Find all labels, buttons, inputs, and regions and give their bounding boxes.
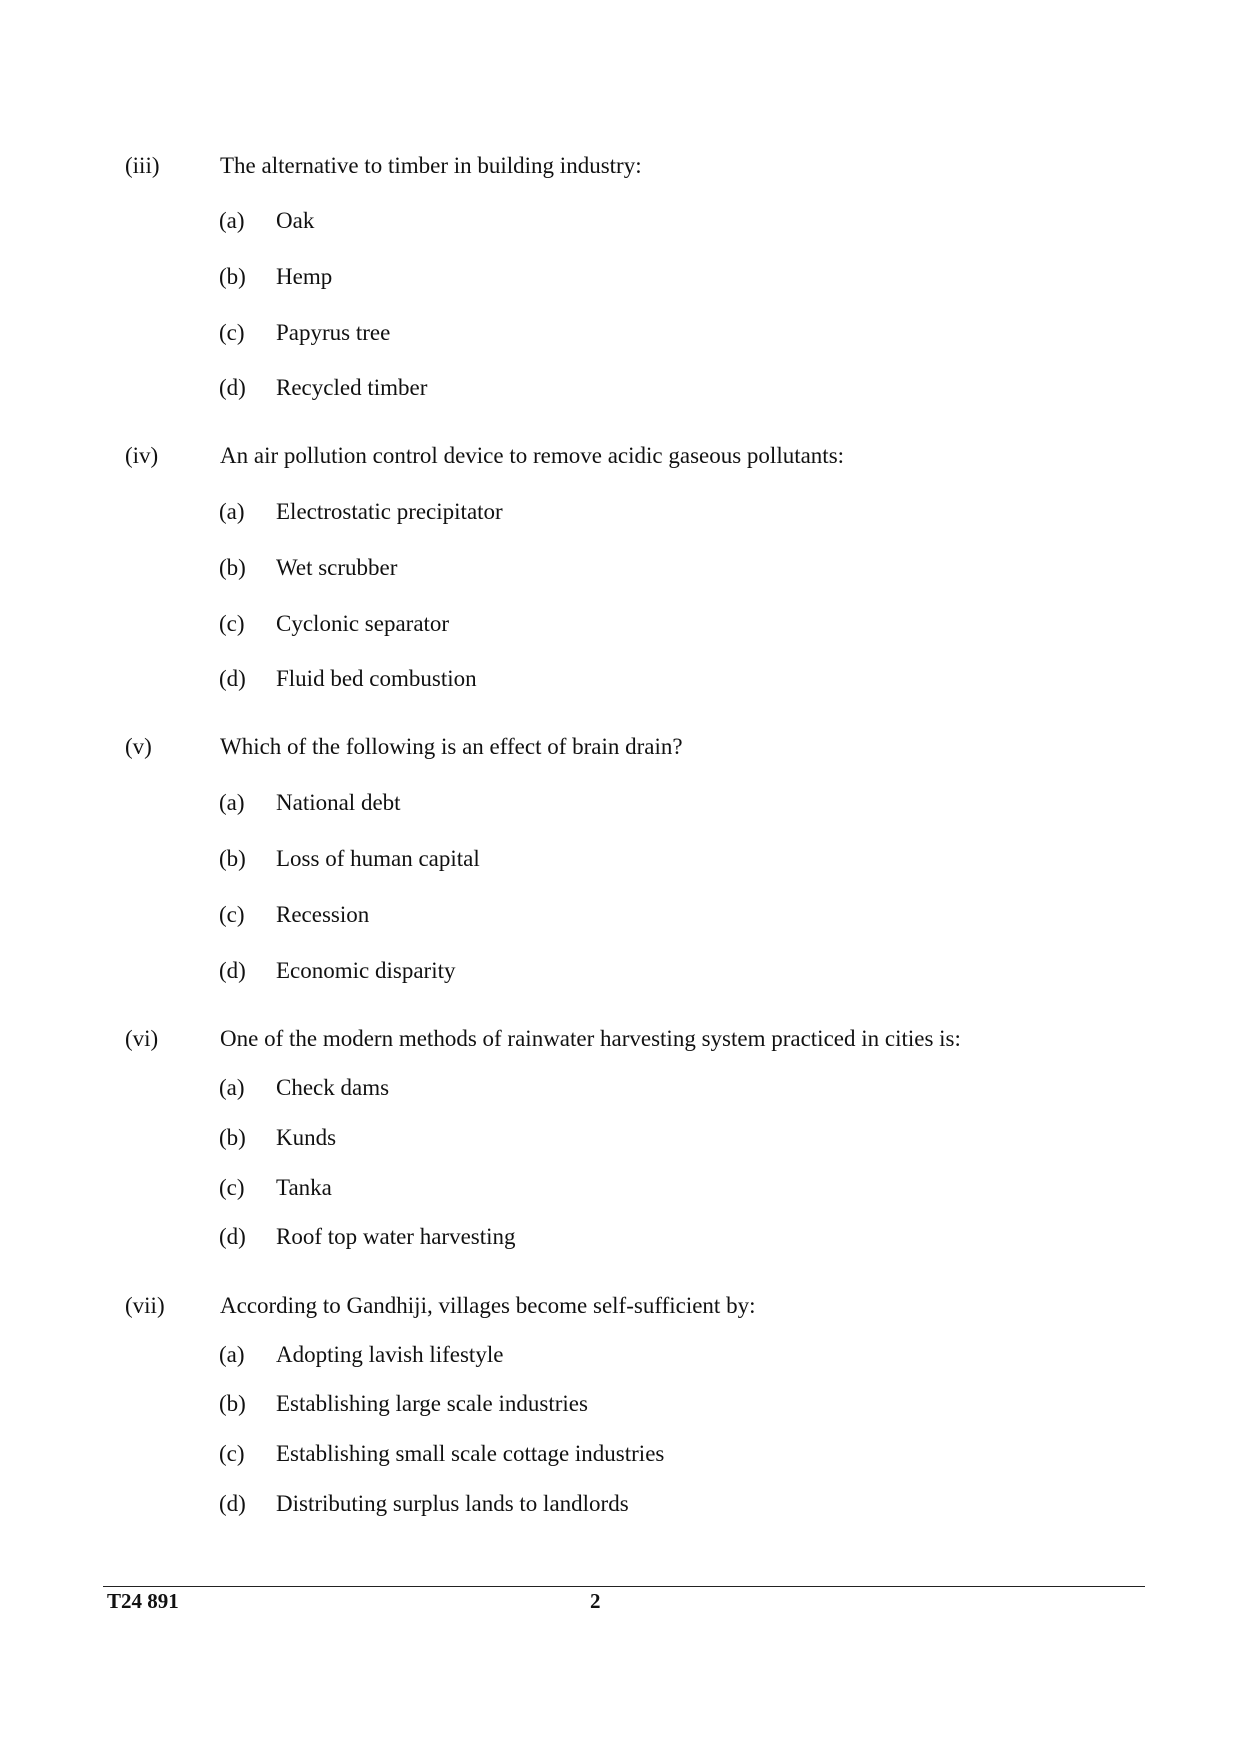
- option-letter: (a): [219, 499, 245, 524]
- option-letter: (c): [219, 902, 245, 927]
- option-text: Hemp: [276, 264, 333, 289]
- option-text: Kunds: [276, 1125, 337, 1150]
- option-letter: (a): [219, 1075, 245, 1100]
- option-text: National debt: [276, 790, 401, 815]
- option-letter: (d): [219, 666, 246, 691]
- option-text: Distributing surplus lands to landlords: [276, 1491, 629, 1516]
- option-text: Oak: [276, 208, 315, 233]
- option-text: Recession: [276, 902, 370, 927]
- option-text: Economic disparity: [276, 958, 456, 983]
- option-text: Wet scrubber: [276, 555, 398, 580]
- option-text: Check dams: [276, 1075, 390, 1100]
- option-text: Establishing large scale industries: [276, 1391, 588, 1416]
- option-text: Papyrus tree: [276, 320, 391, 345]
- option-letter: (d): [219, 958, 246, 983]
- option-letter: (b): [219, 264, 246, 289]
- question-text: The alternative to timber in building industry:: [220, 153, 642, 178]
- option-text: Fluid bed combustion: [276, 666, 477, 691]
- question-text: According to Gandhiji, villages become self-sufficient by:: [220, 1293, 756, 1318]
- option-text: Loss of human capital: [276, 846, 480, 871]
- option-text: Recycled timber: [276, 375, 428, 400]
- option-text: Electrostatic precipitator: [276, 499, 503, 524]
- option-letter: (d): [219, 375, 246, 400]
- question-number: (vii): [125, 1293, 165, 1318]
- option-text: Tanka: [276, 1175, 332, 1200]
- question-text: One of the modern methods of rainwater harvesting system practiced in cities is:: [220, 1026, 961, 1051]
- option-letter: (b): [219, 1125, 246, 1150]
- question-text: Which of the following is an effect of brain drain?: [220, 734, 683, 759]
- option-letter: (b): [219, 555, 246, 580]
- option-letter: (a): [219, 208, 245, 233]
- question-number: (iv): [125, 443, 159, 468]
- footer-divider: [103, 1586, 1145, 1587]
- question-text: An air pollution control device to remove acidic gaseous pollutants:: [220, 443, 845, 468]
- option-letter: (d): [219, 1491, 246, 1516]
- option-letter: (a): [219, 1342, 245, 1367]
- option-letter: (b): [219, 846, 246, 871]
- page-number: 2: [590, 1589, 601, 1613]
- option-letter: (c): [219, 1441, 245, 1466]
- option-text: Roof top water harvesting: [276, 1224, 516, 1249]
- question-number: (vi): [125, 1026, 159, 1051]
- option-letter: (c): [219, 611, 245, 636]
- question-number: (iii): [125, 153, 160, 178]
- option-text: Establishing small scale cottage industries: [276, 1441, 665, 1466]
- option-letter: (d): [219, 1224, 246, 1249]
- option-letter: (b): [219, 1391, 246, 1416]
- question-number: (v): [125, 734, 152, 759]
- option-letter: (a): [219, 790, 245, 815]
- paper-code: T24 891: [107, 1589, 179, 1613]
- option-text: Cyclonic separator: [276, 611, 450, 636]
- option-letter: (c): [219, 320, 245, 345]
- option-letter: (c): [219, 1175, 245, 1200]
- option-text: Adopting lavish lifestyle: [276, 1342, 504, 1367]
